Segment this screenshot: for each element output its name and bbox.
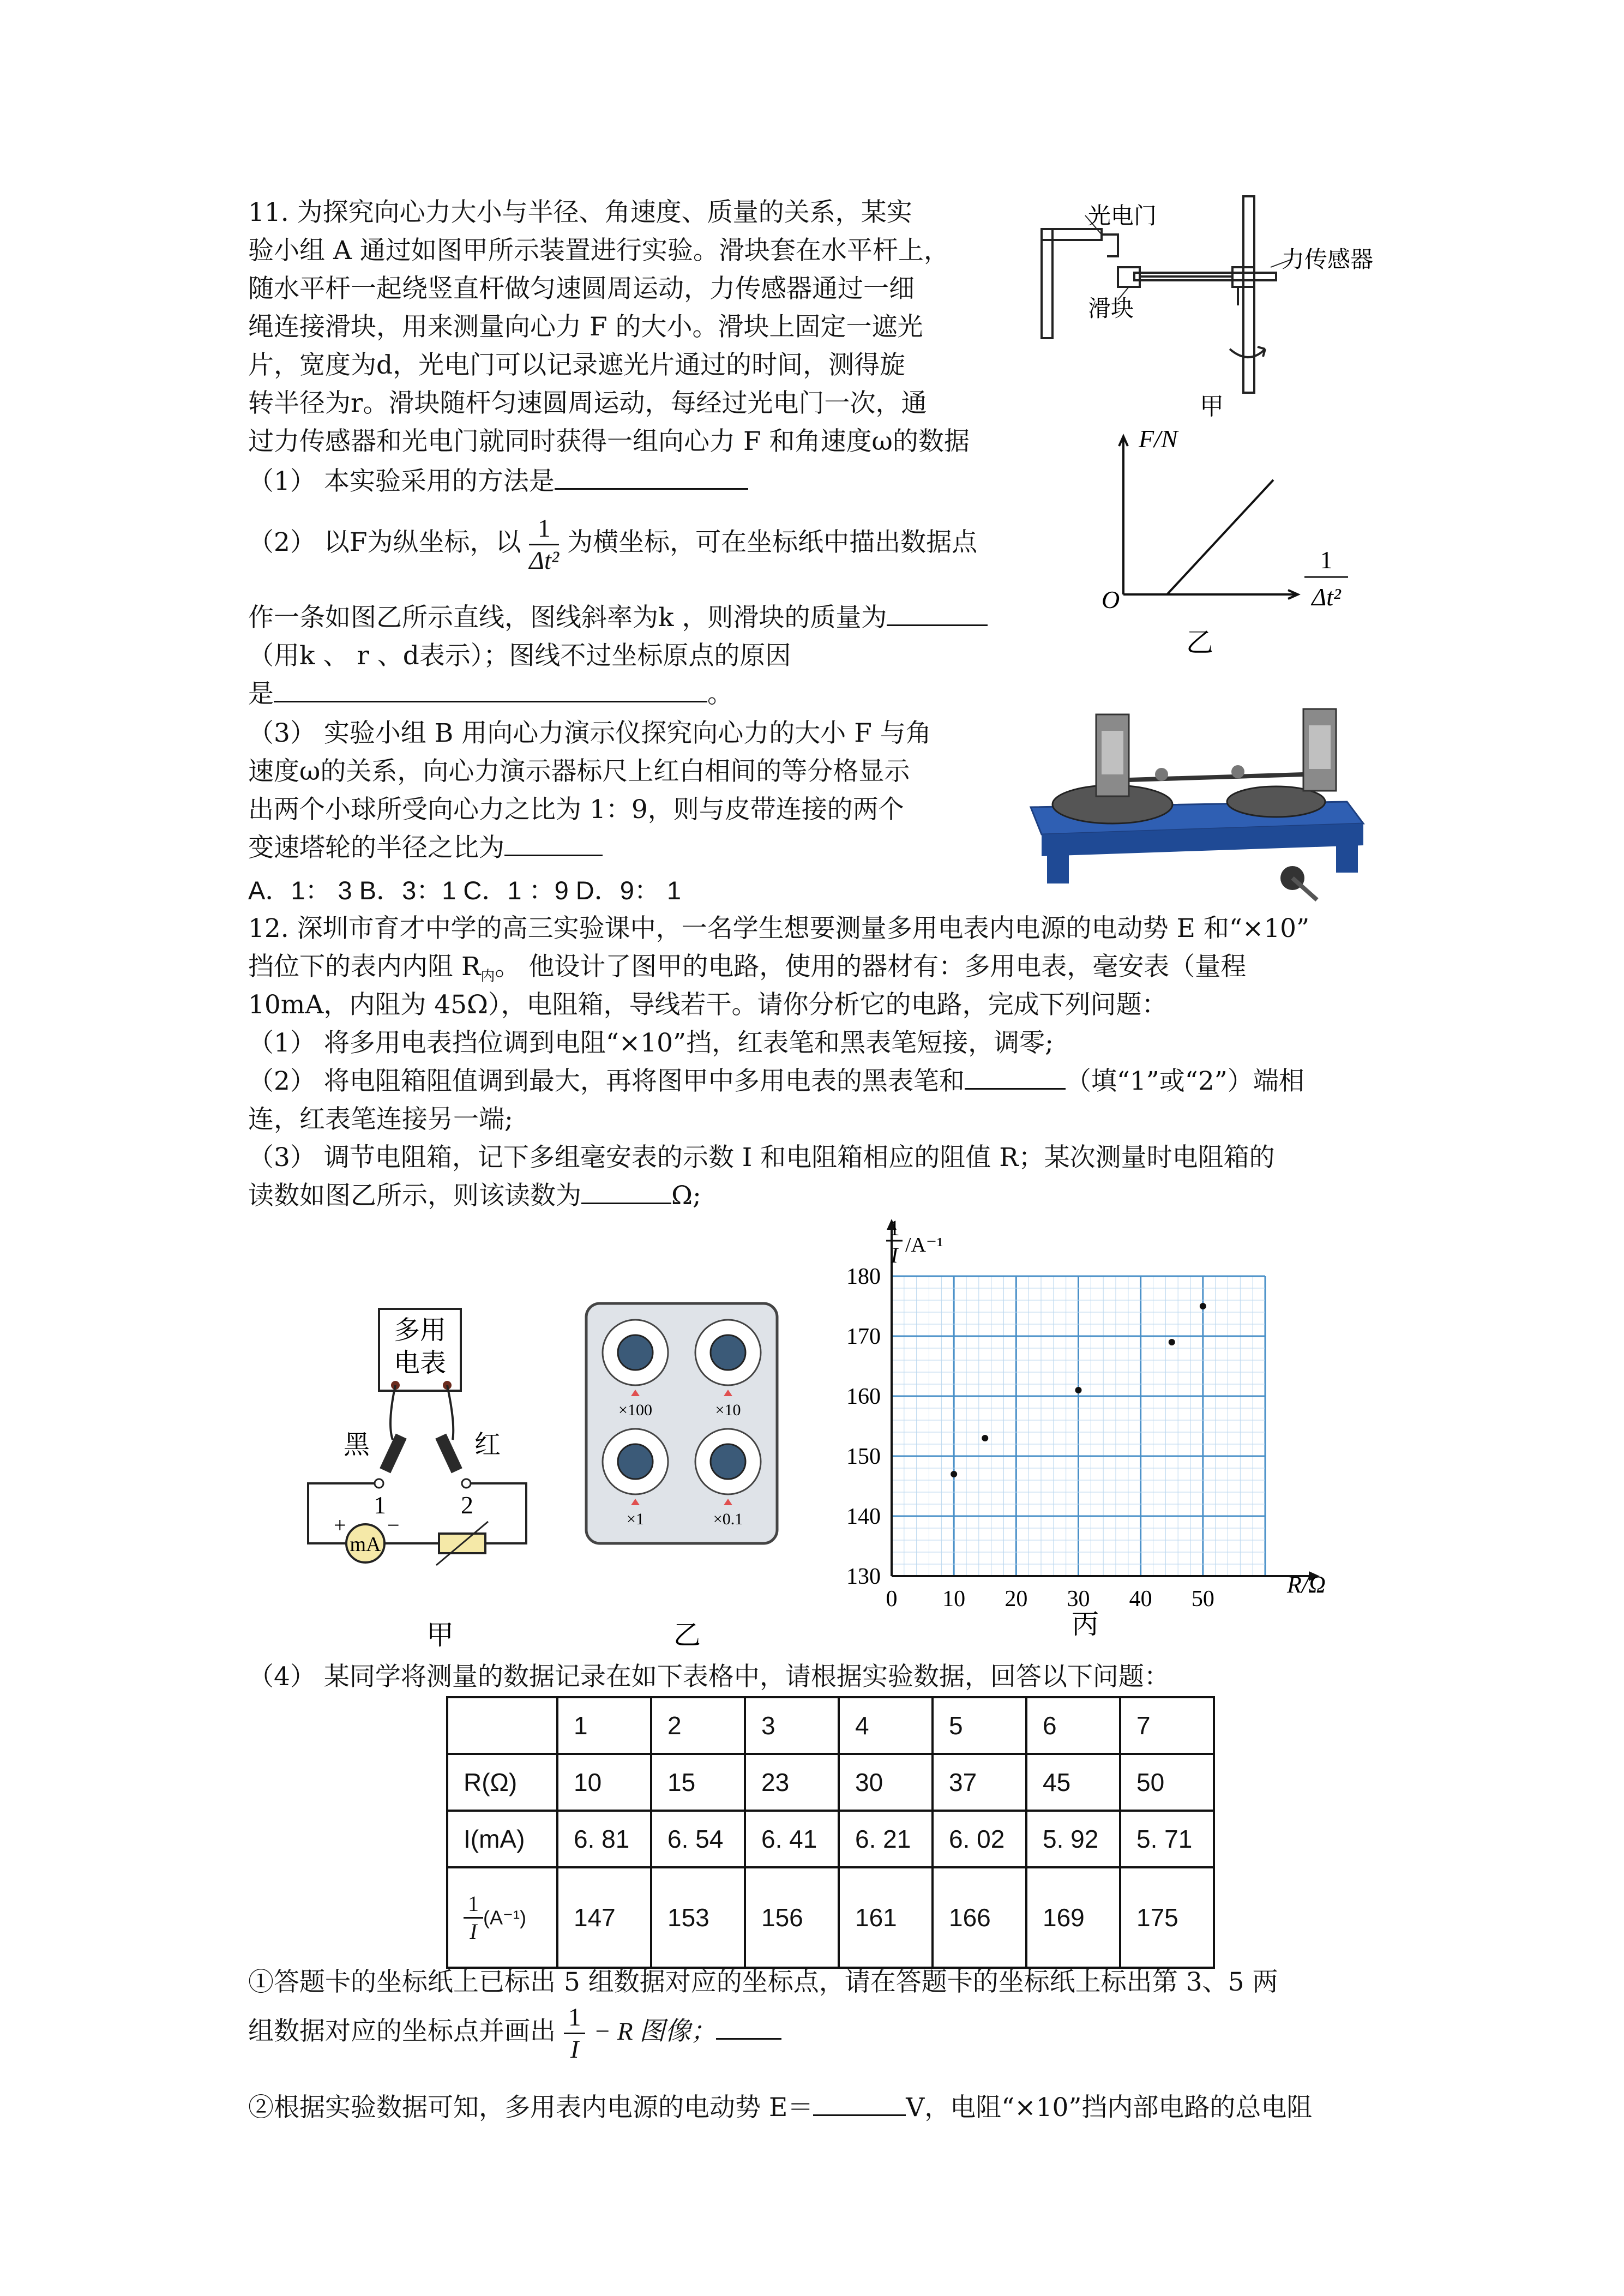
slider-block xyxy=(1118,267,1140,287)
q11-figure-apparatus xyxy=(1036,185,1418,436)
x-tick-label: 20 xyxy=(1005,1586,1028,1612)
table-row-I xyxy=(447,1811,1214,1867)
milliammeter-plus: + xyxy=(334,1513,346,1537)
q11-part1 xyxy=(248,462,748,501)
graph-line xyxy=(1167,480,1273,594)
q11-figure-graph xyxy=(1069,414,1374,671)
q12-step-3-text: 读数如图乙所示，则该读数为 xyxy=(248,1181,581,1211)
caption-jia-q12: 甲 xyxy=(426,1620,454,1647)
q11-part2-text-c: 作一条如图乙所示直线，图线斜率为k ，则滑块的质量为 xyxy=(248,603,887,633)
q12-line-3: 10mA，内阻为 45Ω），电阻箱，导线若干。请你分析它的电路，完成下列问题： xyxy=(248,990,1168,1020)
label-slider: 滑块 xyxy=(1088,297,1134,322)
table-cell: 45 xyxy=(1026,1754,1120,1811)
table-cell: 156 xyxy=(745,1867,839,1968)
table-cell: 6. 54 xyxy=(651,1811,745,1867)
q11-line-4: 绳连接滑块，用来测量向心力 F 的大小。滑块上固定一遮光 xyxy=(248,312,923,342)
centripetal-demonstrator-figure xyxy=(1020,693,1369,905)
terminal-2-label: 2 xyxy=(461,1491,473,1519)
dial-x100-label: ×100 xyxy=(618,1401,652,1419)
photogate-shape xyxy=(1102,235,1118,256)
q11-part3-line1: （3） 实验小组 B 用向心力演示仪探究向心力的大小 F 与角 xyxy=(248,718,931,748)
q12-circuit-figure xyxy=(300,1298,551,1647)
q12-line-2-text: 挡位下的表内内阻 R xyxy=(248,952,481,982)
data-point xyxy=(1169,1339,1175,1345)
q11-line-2: 验小组 A 通过如图甲所示装置进行实验。滑块套在水平杆上， xyxy=(248,236,949,266)
graph-xlabel-den: Δt² xyxy=(1312,583,1341,611)
table-inv-num: 1 xyxy=(464,1891,483,1919)
table-cell: 1 xyxy=(557,1697,651,1754)
graph-ylabel: F/N xyxy=(1139,425,1178,453)
table-cell: 161 xyxy=(839,1867,933,1968)
q12-task-1-frac-num: 1 xyxy=(564,2002,586,2034)
vertical-rod xyxy=(1243,196,1254,393)
table-cell: 2 xyxy=(651,1697,745,1754)
table-cell: 147 xyxy=(557,1867,651,1968)
table-cell: 6. 41 xyxy=(745,1811,839,1867)
data-point xyxy=(1200,1303,1206,1309)
label-photogate: 光电门 xyxy=(1088,204,1157,229)
q12-r-subscript: 内 xyxy=(480,968,495,985)
left-post xyxy=(1042,229,1052,338)
table-cell: 6 xyxy=(1026,1697,1120,1754)
x-tick-label: 0 xyxy=(886,1586,898,1612)
table-header-row xyxy=(447,1697,1214,1754)
q11-part3-line2: 速度ω的关系，向心力演示器标尺上红白相间的等分格显示 xyxy=(248,756,910,786)
q11-line-3: 随水平杆一起绕竖直杆做匀速圆周运动，力传感器通过一细 xyxy=(248,274,915,304)
label-force-sensor: 力传感器 xyxy=(1282,248,1374,273)
caption-jia-q11: 甲 xyxy=(1200,393,1224,420)
terminal-2[interactable] xyxy=(462,1479,471,1488)
top-arm xyxy=(1042,229,1102,240)
table-row-label xyxy=(447,1867,557,1968)
q12-task-1-cont xyxy=(248,1999,781,2065)
table-cell: 169 xyxy=(1026,1867,1120,1968)
q11-line-1: 11. 为探究向心力大小与半径、角速度、质量的关系，某实 xyxy=(248,197,912,227)
q11-part1-text: （1） 本实验采用的方法是 xyxy=(248,466,555,496)
q12-step-3-cont xyxy=(248,1177,701,1215)
q12-step-2-cont: 连，红表笔连接另一端; xyxy=(248,1104,513,1134)
q12-task-1-frac-den: I xyxy=(570,2035,579,2064)
table-inv-unit: (A⁻¹) xyxy=(483,1906,526,1929)
q12-line-2-rest: 。 他设计了图甲的电路，使用的器材有：多用电表，毫安表（量程 xyxy=(495,952,1247,982)
table-cell: 7 xyxy=(1120,1697,1214,1754)
q12-step-3: （3） 调节电阻箱，记下多组毫安表的示数 I 和电阻箱相应的阻值 R；某次测量时电阻箱的 xyxy=(248,1143,1275,1173)
table-cell: 23 xyxy=(745,1754,839,1811)
q12-step-2 xyxy=(248,1062,1304,1101)
table-cell: 10 xyxy=(557,1754,651,1811)
table-cell: 153 xyxy=(651,1867,745,1968)
q12-step-2-text-b: （填“1”或“2”）端相 xyxy=(1065,1066,1304,1096)
q12-step-1: （1） 将多用电表挡位调到电阻“×10”挡，红表笔和黑表笔短接，调零; xyxy=(248,1028,1054,1058)
q12-step-4: （4） 某同学将测量的数据记录在如下表格中，请根据实验数据，回答以下问题： xyxy=(248,1662,1170,1692)
chart-xlabel: R/Ω xyxy=(1287,1571,1326,1598)
q12-task-1: ①答题卡的坐标纸上已标出 5 组数据对应的坐标点，请在答题卡的坐标纸上标出第 3、5 两 xyxy=(248,1967,1278,1997)
resistance-box-figure xyxy=(584,1298,823,1647)
x-tick-label: 30 xyxy=(1067,1586,1090,1612)
chart-caption: 丙 xyxy=(1072,1609,1099,1639)
data-table xyxy=(446,1696,1215,1969)
x-tick-label: 10 xyxy=(942,1586,966,1612)
q11-part2-text-a: （2） 以F为纵坐标，以 xyxy=(248,527,521,557)
chart-grid xyxy=(892,1276,1265,1576)
table-cell: 6. 21 xyxy=(839,1811,933,1867)
q11-part3-text: 变速塔轮的半径之比为 xyxy=(248,833,504,863)
table-cell: 50 xyxy=(1120,1754,1214,1811)
q11-part2-line1 xyxy=(248,510,977,576)
milliammeter-label: mA xyxy=(350,1533,381,1556)
table-cell: 6. 81 xyxy=(557,1811,651,1867)
dial-x10-label: ×10 xyxy=(715,1401,741,1419)
q12-terminal-blank[interactable] xyxy=(965,1063,1066,1090)
table-cell: 5. 71 xyxy=(1120,1811,1214,1867)
q12-task-1-text: 组数据对应的坐标点并画出 xyxy=(248,2016,556,2046)
q11-part2-text-b: 为横坐标，可在坐标纸中描出数据点 xyxy=(567,527,978,557)
q12-step-3-unit: Ω; xyxy=(671,1181,701,1211)
table-cell: 166 xyxy=(933,1867,1026,1968)
graph-xlabel-num: 1 xyxy=(1320,546,1333,574)
table-cell: 3 xyxy=(745,1697,839,1754)
x-tick-label: 40 xyxy=(1129,1586,1152,1612)
q11-reason-blank[interactable] xyxy=(274,676,707,702)
chart-ylabel-num: 1 xyxy=(889,1216,900,1240)
multimeter-label-1: 多用 xyxy=(393,1316,447,1345)
data-point xyxy=(982,1435,988,1441)
table-inv-den: I xyxy=(470,1919,477,1944)
q11-options: A．1： 3 B．3：1 C．1 ：9 D．9： 1 xyxy=(248,876,682,905)
table-inv-fraction xyxy=(464,1891,483,1945)
table-row-label: R(Ω) xyxy=(447,1754,557,1811)
table-cell: 15 xyxy=(651,1754,745,1811)
caption-yi-q11: 乙 xyxy=(1186,627,1213,658)
black-probe-label: 黑 xyxy=(344,1431,370,1459)
table-cell: 175 xyxy=(1120,1867,1214,1968)
y-tick-label: 140 xyxy=(846,1504,881,1529)
x-tick-label: 50 xyxy=(1191,1586,1214,1612)
y-tick-label: 180 xyxy=(846,1264,881,1289)
milliammeter-minus: − xyxy=(387,1513,400,1537)
table-cell: 6. 02 xyxy=(933,1811,1026,1867)
table-cell: 37 xyxy=(933,1754,1026,1811)
table-cell: 5. 92 xyxy=(1026,1811,1120,1867)
q12-reading-blank[interactable] xyxy=(581,1177,671,1204)
q12-emf-blank[interactable] xyxy=(813,2089,906,2116)
q11-line-6: 转半径为r。滑块随杆匀速圆周运动，每经过光电门一次，通 xyxy=(248,388,927,418)
q11-part1-blank[interactable] xyxy=(555,463,748,490)
y-tick-label: 170 xyxy=(846,1324,881,1349)
table-row-R xyxy=(447,1754,1214,1811)
table-row-inverse-I xyxy=(447,1867,1214,1968)
dial-x0.1-label: ×0.1 xyxy=(713,1510,743,1528)
table-cell: 4 xyxy=(839,1697,933,1754)
data-point xyxy=(951,1471,957,1477)
terminal-1-label: 1 xyxy=(374,1491,386,1519)
multimeter-label-2: 电表 xyxy=(393,1349,447,1378)
q12-task-1-fraction xyxy=(564,2002,586,2065)
q12-task-2-text-b: V，电阻“×10”挡内部电路的总电阻 xyxy=(906,2093,1313,2123)
q11-part3-line3: 出两个小球所受向心力之比为 1：9，则与皮带连接的两个 xyxy=(248,795,904,825)
y-tick-label: 130 xyxy=(846,1564,881,1589)
q11-ratio-blank[interactable] xyxy=(504,830,603,856)
q12-scatter-chart xyxy=(834,1213,1347,1650)
chart-ylabel-den: I xyxy=(891,1243,898,1267)
data-point xyxy=(1075,1387,1082,1393)
table-cell: 5 xyxy=(933,1697,1026,1754)
q11-line-5: 片，宽度为d，光电门可以记录遮光片通过的时间，测得旋 xyxy=(248,350,906,380)
q11-mass-blank[interactable] xyxy=(887,599,988,626)
dial-x1-label: ×1 xyxy=(627,1510,644,1528)
table-cell: 30 xyxy=(839,1754,933,1811)
y-tick-label: 150 xyxy=(846,1444,881,1469)
q11-part2-line3: （用k 、 r 、d表示）；图线不过坐标原点的原因 xyxy=(248,641,791,671)
graph-origin: O xyxy=(1102,586,1120,614)
table-cell xyxy=(447,1697,557,1754)
q11-part2-line2 xyxy=(248,599,988,637)
q11-line-7: 过力传感器和光电门就同时获得一组向心力 F 和角速度ω的数据 xyxy=(248,426,970,456)
q11-part2-fraction xyxy=(529,513,559,576)
q11-part2-frac-num: 1 xyxy=(529,513,559,545)
red-probe-label: 红 xyxy=(474,1431,501,1459)
y-tick-label: 160 xyxy=(846,1384,881,1409)
q11-part3-line4 xyxy=(248,829,603,867)
q12-graph-blank[interactable] xyxy=(716,2013,781,2040)
caption-yi-q12: 乙 xyxy=(673,1620,701,1647)
chart-ylabel-unit: /A⁻¹ xyxy=(905,1234,943,1257)
q11-part2-text-e: 是 xyxy=(248,679,274,709)
q11-part2-frac-den: Δt² xyxy=(529,546,560,575)
q12-task-1-text-c: − R 图像； xyxy=(593,2017,717,2046)
q11-part2-line4 xyxy=(248,675,733,713)
chart-ticks xyxy=(846,1264,1214,1612)
rotation-arrow xyxy=(1230,349,1265,357)
table-row-label: I(mA) xyxy=(447,1811,557,1867)
terminal-1[interactable] xyxy=(375,1479,383,1488)
q12-task-2 xyxy=(248,2089,1312,2127)
q12-line-1: 12. 深圳市育才中学的高三实验课中，一名学生想要测量多用电表内电源的电动势 E 和“×10” xyxy=(248,913,1310,943)
q12-task-2-text: ②根据实验数据可知，多用表内电源的电动势 E＝ xyxy=(248,2093,814,2123)
q12-step-2-text: （2） 将电阻箱阻值调到最大，再将图甲中多用电表的黑表笔和 xyxy=(248,1066,965,1096)
q11-part2-period: 。 xyxy=(707,679,733,709)
